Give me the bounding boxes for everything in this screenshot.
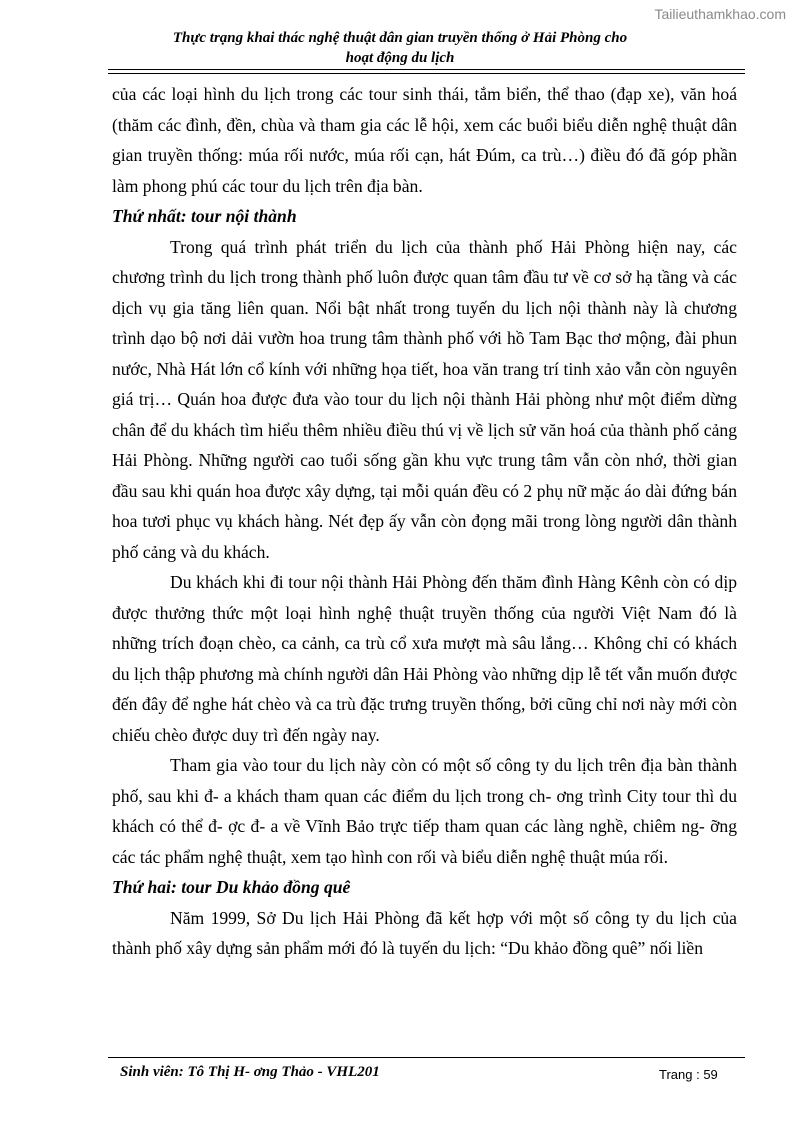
header-line-2: hoạt động du lịch: [345, 50, 455, 66]
header-rule: [108, 69, 745, 70]
body-paragraph: Tham gia vào tour du lịch này còn có một số công ty du lịch trên địa bàn thành phố, sau khi đ- a khách tham quan các điểm du lịch trong ch- ơng trình City tour thì du khách có thể đ- ợc đ- a về Vĩnh Bảo trực tiếp tham quan các làng nghề, chiêm ng- ỡng các tác phẩm nghệ thuật, xem tạo hình con rối và biểu diễn nghệ thuật múa rối.: [112, 755, 737, 867]
body-paragraph: Du khách khi đi tour nội thành Hải Phòng đến thăm đình Hàng Kênh còn có dịp được thưởng thức một loại hình nghệ thuật truyền thống của người Việt Nam đó là những trích đoạn chèo, ca cảnh, ca trù cổ xưa mượt mà sâu lắng… Không chỉ có khách du lịch thập phương mà chính người dân Hải Phòng vào những dịp lễ tết vẫn muốn được đến đây để nghe hát chèo và ca trù đặc trưng truyền thống, bởi cũng chỉ nơi này mới còn chiếu chèo được duy trì đến ngày nay.: [112, 572, 737, 745]
watermark: Tailieuthamkhao.com: [654, 6, 786, 22]
body-paragraph: Trong quá trình phát triển du lịch của thành phố Hải Phòng hiện nay, các chương trình du lịch trong thành phố luôn được quan tâm đầu tư về cơ sở hạ tầng và các dịch vụ gia tăng liên quan. Nổi bật nhất trong tuyến du lịch nội thành này là chương trình dạo bộ nơi dải vườn hoa trung tâm thành phố với hồ Tam Bạc thơ mộng, đài phun nước, Nhà Hát lớn cổ kính với những họa tiết, hoa văn trang trí tinh xảo vẫn còn nguyên giá trị… Quán hoa được đưa vào tour du lịch nội thành Hải phòng như một điểm dừng chân để du khách tìm hiểu thêm nhiều điều thú vị về lịch sử văn hoá của thành phố cảng Hải Phòng. Những người cao tuổi sống gần khu vực trung tâm vẫn còn nhớ, thời gian đầu sau khi quán hoa được xây dựng, tại mỗi quán đều có 2 phụ nữ mặc áo dài đứng bán hoa tươi phục vụ khách hàng. Nét đẹp ấy vẫn còn đọng mãi trong lòng người dân thành phố cảng và du khách.: [112, 236, 737, 562]
section-heading: Thứ nhất: tour nội thành: [112, 206, 297, 226]
header-rule-thin: [108, 73, 745, 74]
body-paragraph: Năm 1999, Sở Du lịch Hải Phòng đã kết hợp với một số công ty du lịch của thành phố xây dựng sản phẩm mới đó là tuyến du lịch: “Du khảo đồng quê” nối liền: [112, 907, 737, 958]
footer-author: Sinh viên: Tô Thị H- ơng Thảo - VHL201: [120, 1064, 380, 1080]
header-line-1: Thực trạng khai thác nghệ thuật dân gian truyền thống ở Hải Phòng cho: [172, 30, 628, 46]
page-number: Trang : 59: [659, 1067, 718, 1082]
section-heading: Thứ hai: tour Du khảo đồng quê: [112, 877, 351, 897]
body-paragraph: của các loại hình du lịch trong các tour sinh thái, tắm biển, thể thao (đạp xe), văn hoá (thăm các đình, đền, chùa và tham gia các lễ hội, xem các buổi biểu diễn nghệ thuật dân gian truyền thống: múa rối nước, múa rối cạn, hát Đúm, ca trù…) điều đó đã góp phần làm phong phú các tour du lịch trên địa bàn.: [112, 84, 737, 196]
page-body: [112, 79, 737, 964]
running-header: [110, 28, 690, 68]
footer-rule: [108, 1057, 745, 1058]
